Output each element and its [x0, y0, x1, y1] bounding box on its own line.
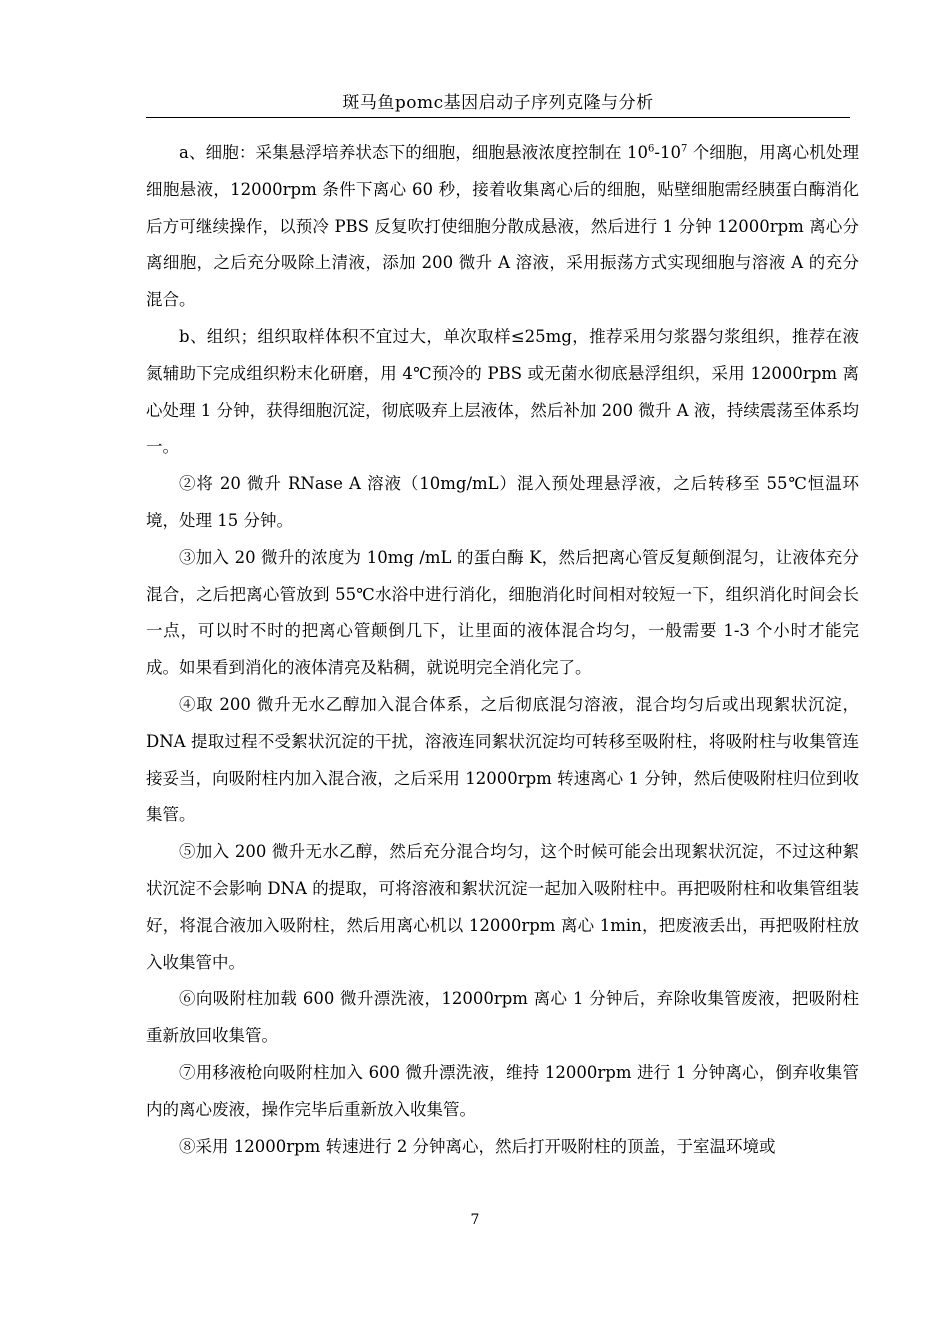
- running-header: 斑马鱼pomc基因启动子序列克隆与分析: [342, 93, 654, 113]
- paragraph-step-8: ⑧采用 12000rpm 转速进行 2 分钟离心，然后打开吸附柱的顶盖，于室温环境或: [179, 1136, 776, 1156]
- paragraph-tissue: b、组织；组织取样体积不宜过大，单次取样≤25mg，推荐采用匀浆器匀浆组织，推荐在液氮辅助下完成组织粉末化研磨，用 4℃预冷的 PBS 或无菌水彻底悬浮组织，采用 12000rpm 离心处理 1 分钟，获得细胞沉淀，彻底吸弃上层液体，然后补加 200 微升 A 液，持续震荡至体系均一。: [146, 326, 859, 457]
- header-rule: [146, 117, 850, 118]
- paragraph-cells: [146, 135, 859, 319]
- paragraph-step-7: ⑦用移液枪向吸附柱加入 600 微升漂洗液，维持 12000rpm 进行 1 分钟离心，倒弃收集管内的离心废液，操作完毕后重新放入收集管。: [146, 1062, 859, 1119]
- superscript-exponent-6: 6: [648, 143, 655, 155]
- paragraph-step-6: ⑥向吸附柱加载 600 微升漂洗液，12000rpm 离心 1 分钟后，弃除收集管废液，把吸附柱重新放回收集管。: [146, 989, 859, 1046]
- paragraph-step-5: ⑤加入 200 微升无水乙醇，然后充分混合均匀，这个时候可能会出现絮状沉淀，不过这种絮状沉淀不会影响 DNA 的提取，可将溶液和絮状沉淀一起加入吸附柱中。再把吸附柱和收集管组装好，将混合液加入吸附柱，然后用离心机以 12000rpm 离心 1min，把废液丢出，再把吸附柱放入收集管中。: [146, 842, 859, 972]
- paragraph-step-2: ②将 20 微升 RNase A 溶液（10mg/mL）混入预处理悬浮液，之后转移至 55℃恒温环境，处理 15 分钟。: [146, 474, 859, 530]
- paragraph-cells-text-3: 个细胞，用离心机处理细胞悬液，12000rpm 条件下离心 60 秒，接着收集离心后的细胞，贴壁细胞需经胰蛋白酶消化后方可继续操作，以预冷 PBS 反复吹打使细胞分散成悬液，然后进行 1 分钟 12000rpm 离心分离细胞，之后充分吸除上清液，添加 200 微升 A 溶液，采用振荡方式实现细胞与溶液 A 的充分混合。: [146, 143, 859, 310]
- paragraph-cells-text-1: a、细胞：采集悬浮培养状态下的细胞，细胞悬液浓度控制在 10: [179, 143, 649, 162]
- paragraph-cells-text-2: -10: [654, 143, 681, 162]
- paragraph-step-3: ③加入 20 微升的浓度为 10mg /mL 的蛋白酶 K，然后把离心管反复颠倒混匀，让液体充分混合，之后把离心管放到 55℃水浴中进行消化，细胞消化时间相对较短一下，组织消化时间会长一点，可以时不时的把离心管颠倒几下，让里面的液体混合均匀，一般需要 1-3 个小时才能完成。如果看到消化的液体清亮及粘稠，就说明完全消化完了。: [146, 547, 859, 678]
- page-number: 7: [470, 1212, 480, 1228]
- body-text: [146, 135, 859, 1165]
- paragraph-step-4: ④取 200 微升无水乙醇加入混合体系，之后彻底混匀溶液，混合均匀后或出现絮状沉淀，DNA 提取过程不受絮状沉淀的干扰，溶液连同絮状沉淀均可转移至吸附柱，将吸附柱与收集管连接妥当，向吸附柱内加入混合液，之后采用 12000rpm 转速离心 1 分钟，然后使吸附柱归位到收集管。: [146, 694, 859, 825]
- superscript-exponent-7: 7: [680, 143, 688, 155]
